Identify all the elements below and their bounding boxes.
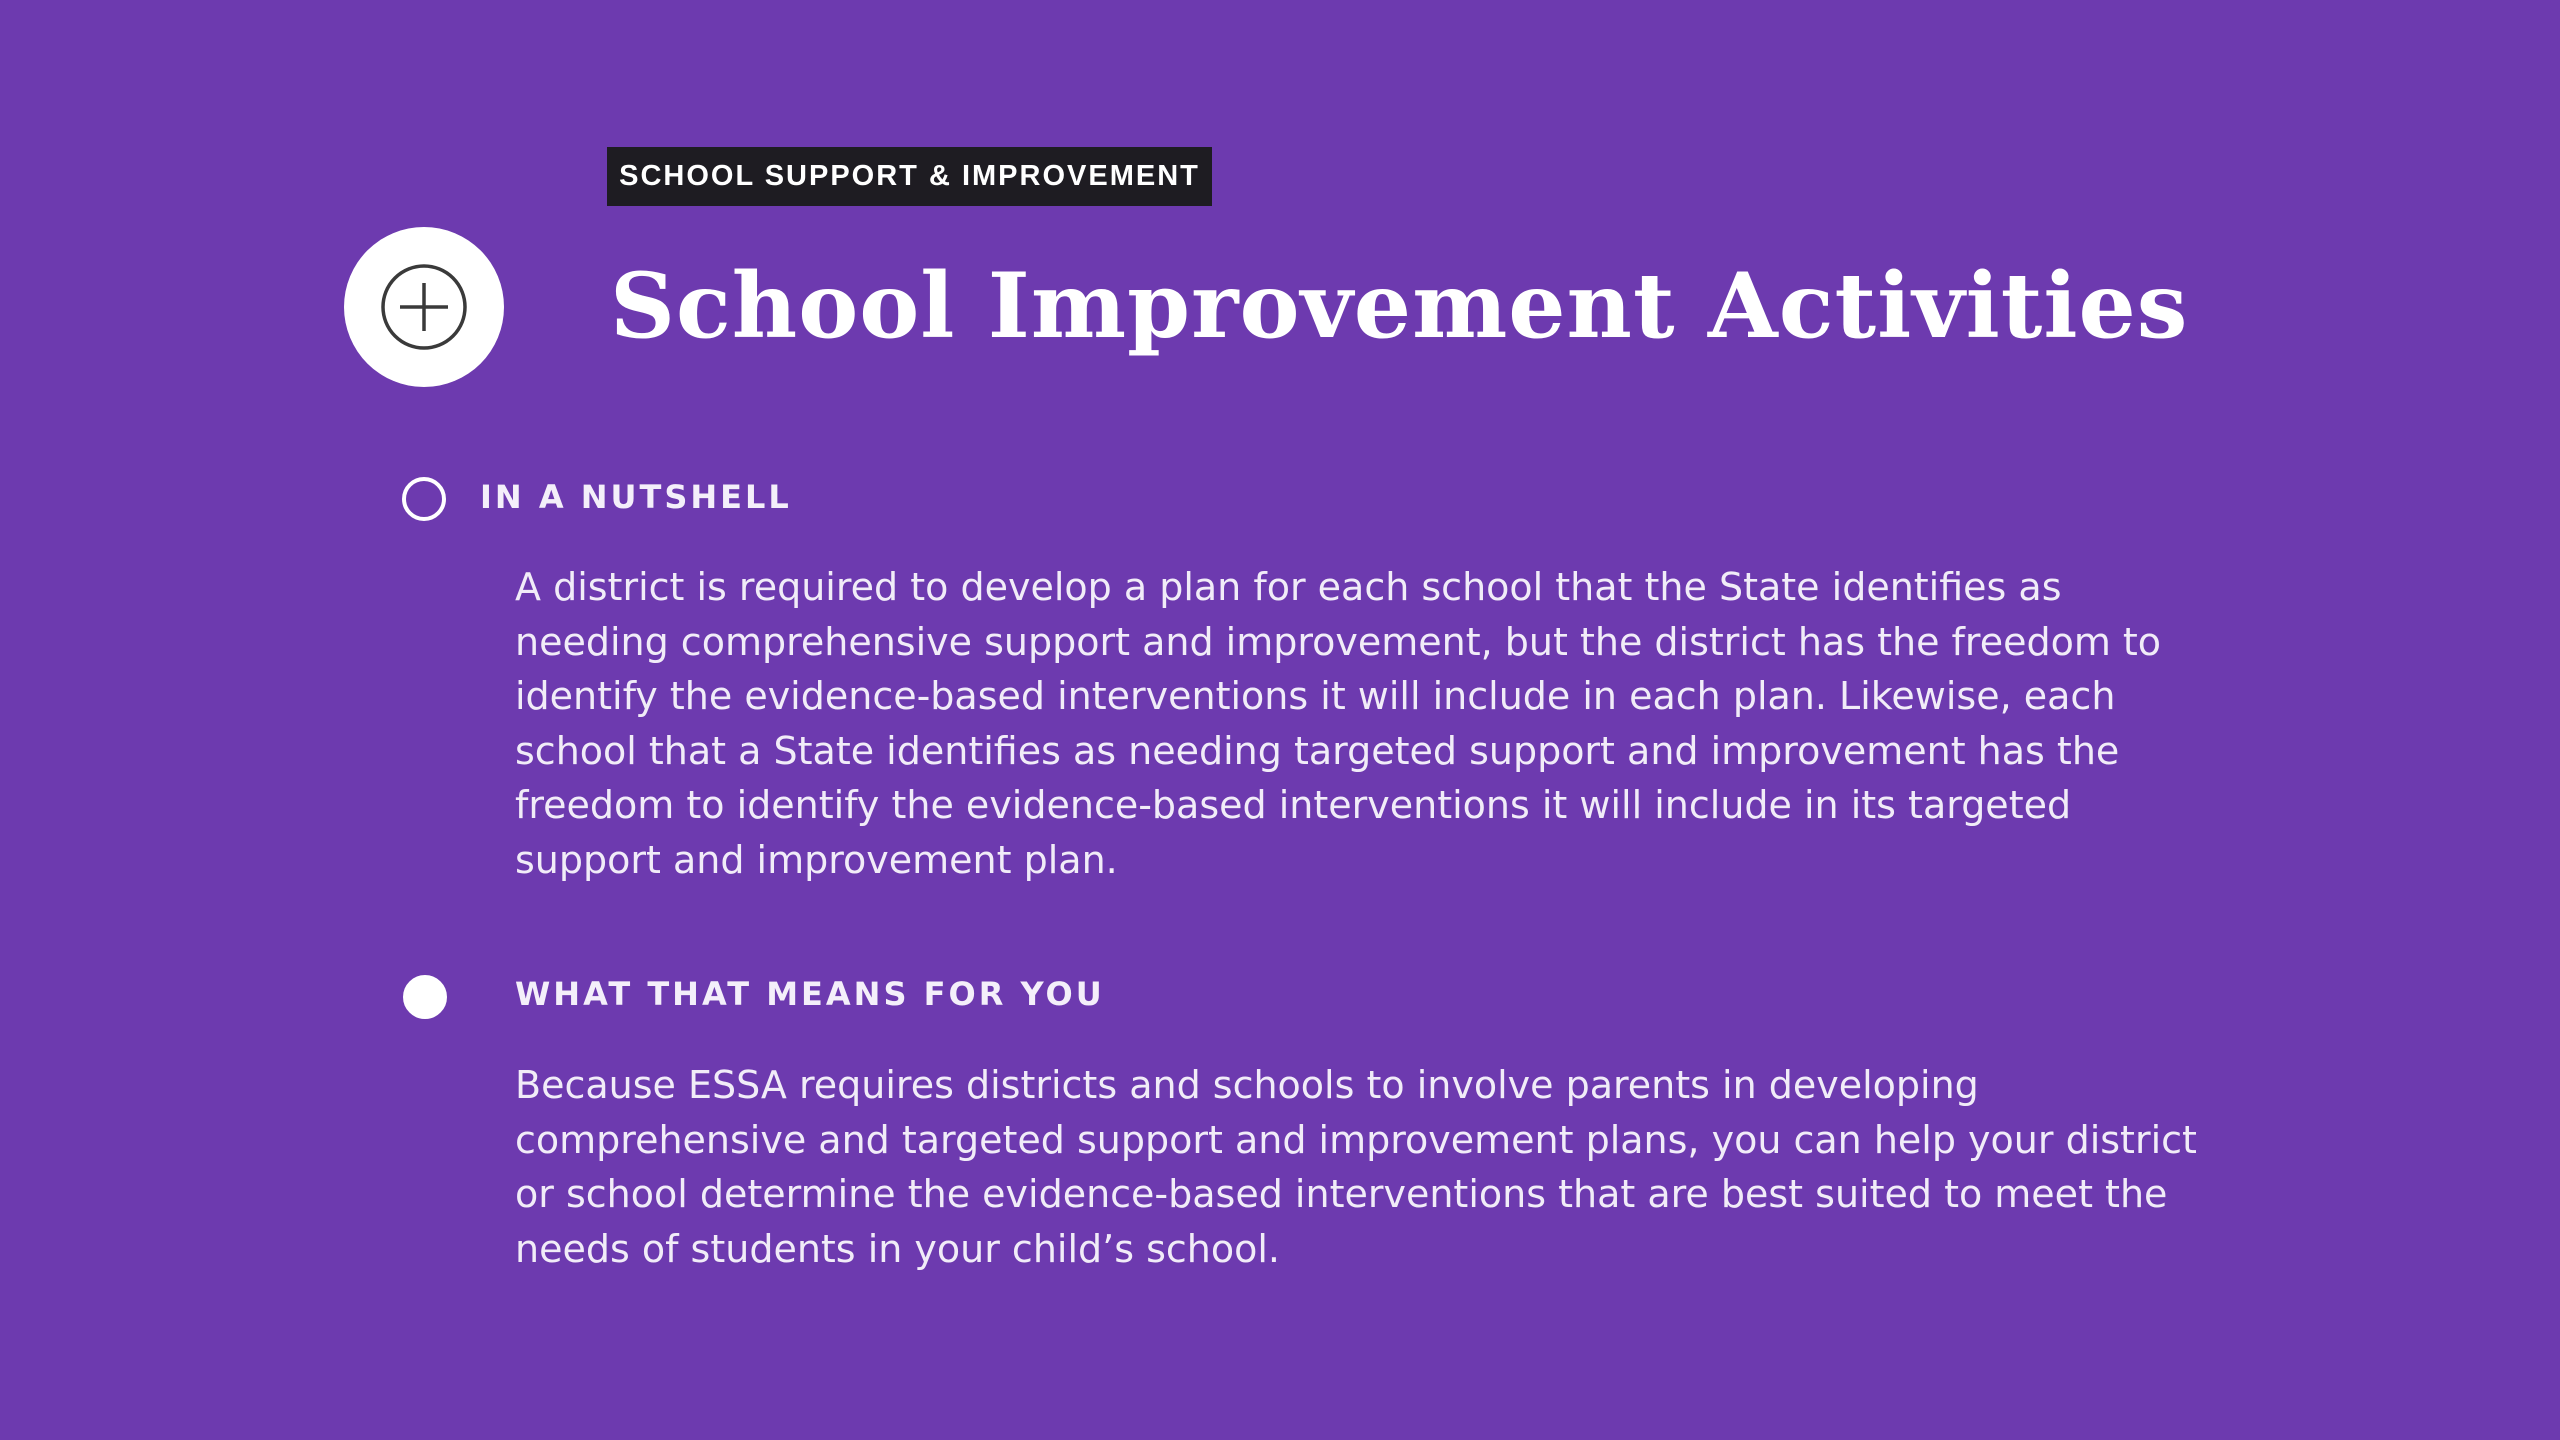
plus-circle-icon [378,261,470,353]
section-body: Because ESSA requires districts and schools to involve parents in developing comprehensive and targeted support and improvement plans, you can help your district or school determine the evidence-based interventions that are best suited to meet the needs of students in your child’s school. [515,1063,2197,1271]
section-heading: WHAT THAT MEANS FOR YOU [515,975,1105,1013]
badge [344,227,504,387]
section-body: A district is required to develop a plan for each school that the State identifies as needing comprehensive support and improvement, but the district has the freedom to identify the evidence-based interventions it will include in each plan. Likewise, each school that a State identifies as needing targeted support and improvement has the freedom to identify the evidence-based interventions it will include in its targeted support and improvement plan. [515,565,2162,882]
filled-circle-icon [403,975,447,1019]
open-circle-icon [402,477,446,521]
category-tag: SCHOOL SUPPORT & IMPROVEMENT [607,147,1212,206]
section-heading: IN A NUTSHELL [480,478,792,516]
page-title: School Improvement Activities [610,253,2189,359]
